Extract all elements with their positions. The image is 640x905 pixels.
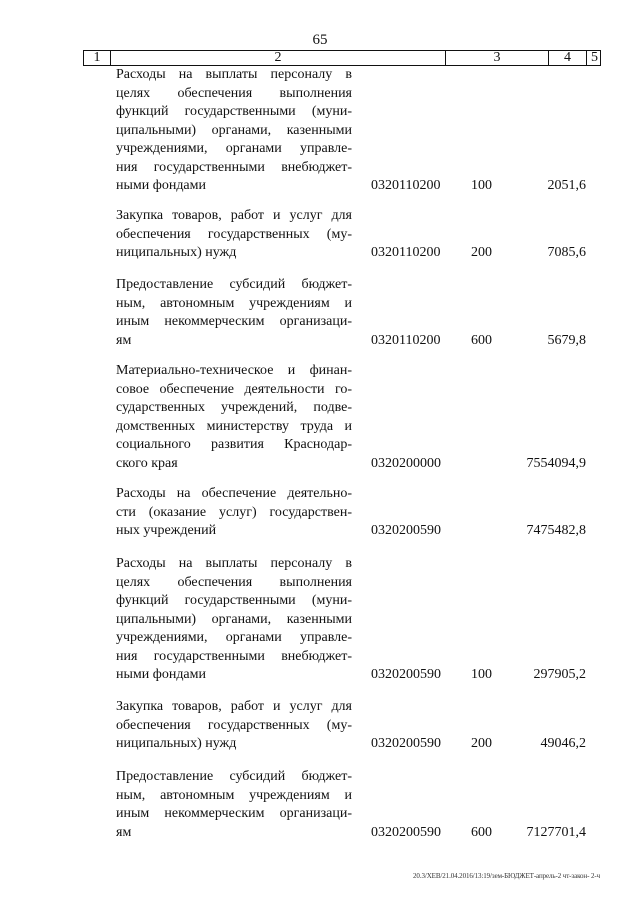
column-header-2: 2 <box>111 51 446 65</box>
description-line: ния государственными внебюджет- <box>116 159 352 175</box>
document-footer: 20.3/ХЕВ/21.04.2016/13:19/зем-БЮДЖЕТ-апрель-2 чт-закон- 2-ч <box>413 872 600 880</box>
column-header-3: 3 <box>446 51 549 65</box>
row-description <box>116 66 352 196</box>
description-line: иным некоммерческим организаци- <box>116 806 352 821</box>
description-line: ных учреждений <box>116 523 217 538</box>
row-amount: 2051,6 <box>547 178 586 193</box>
description-line: ния государственными внебюджет- <box>116 648 352 664</box>
row-code: 0320110200 <box>371 245 441 260</box>
row-amount: 5679,8 <box>547 332 586 348</box>
description-line: иным некоммерческим организаци- <box>116 314 352 329</box>
description-line: Закупка товаров, работ и услуг для <box>116 699 352 714</box>
row-code: 0320200590 <box>371 667 441 682</box>
row-expense-type: 100 <box>471 178 492 193</box>
description-line: целях обеспечения выполнения <box>116 574 352 590</box>
row-expense-type: 200 <box>471 245 492 260</box>
description-line: обеспечения государственных (му- <box>116 226 352 242</box>
row-description <box>116 698 352 754</box>
description-line: Закупка товаров, работ и услуг для <box>116 208 352 223</box>
row-expense-type: 600 <box>471 824 492 840</box>
description-line: сударственных учреждений, подве- <box>116 400 352 415</box>
row-amount: 297905,2 <box>533 667 586 682</box>
description-line: совое обеспечение деятельности го- <box>116 381 352 397</box>
description-line: ными фондами <box>116 667 207 682</box>
row-description <box>116 485 352 541</box>
description-line: ным, автономным учреждениям и <box>116 787 352 803</box>
description-line: обеспечения государственных (му- <box>116 717 352 733</box>
row-amount: 7085,6 <box>547 245 586 260</box>
page-number: 65 <box>312 32 328 48</box>
description-line: Расходы на выплаты персоналу в <box>116 67 352 82</box>
row-code: 0320200590 <box>371 736 441 751</box>
row-expense-type: 600 <box>471 332 492 348</box>
row-expense-type: 100 <box>471 667 492 682</box>
column-header-row <box>83 50 601 66</box>
row-code: 0320110200 <box>371 332 441 348</box>
description-line: Материально-техническое и финан- <box>116 363 352 378</box>
description-line: социального развития Краснодар- <box>116 437 352 452</box>
description-line: Предоставление субсидий бюджет- <box>116 277 352 292</box>
description-line: Расходы на выплаты персоналу в <box>116 556 352 571</box>
description-line: ципальными) органами, казенными <box>116 611 352 627</box>
description-line: ниципальных) нужд <box>116 736 237 751</box>
row-amount: 49046,2 <box>540 736 586 751</box>
description-line: Предоставление субсидий бюджет- <box>116 769 352 784</box>
row-expense-type: 200 <box>471 736 492 751</box>
row-code: 0320110200 <box>371 178 441 193</box>
description-line: ям <box>116 332 132 348</box>
description-line: ципальными) органами, казенными <box>116 122 352 138</box>
description-line: ными фондами <box>116 178 207 193</box>
row-amount: 7127701,4 <box>526 824 586 840</box>
description-line: ниципальных) нужд <box>116 245 237 260</box>
description-line: ям <box>116 824 132 840</box>
description-line: ным, автономным учреждениям и <box>116 295 352 311</box>
description-line: Расходы на обеспечение деятельно- <box>116 486 352 501</box>
description-line: функций государственными (муни- <box>116 593 352 608</box>
description-line: сти (оказание услуг) государствен- <box>116 504 352 520</box>
description-line: домственных министерству труда и <box>116 418 352 434</box>
description-line: учреждениями, органами управле- <box>116 141 352 156</box>
row-code: 0320200590 <box>371 824 441 840</box>
description-line: ского края <box>116 455 178 471</box>
row-code: 0320200590 <box>371 523 441 538</box>
row-amount: 7475482,8 <box>526 523 586 538</box>
column-header-1: 1 <box>84 51 111 65</box>
description-line: функций государственными (муни- <box>116 104 352 119</box>
description-line: учреждениями, органами управле- <box>116 630 352 645</box>
row-description <box>116 276 352 350</box>
row-description <box>116 768 352 842</box>
description-line: целях обеспечения выполнения <box>116 85 352 101</box>
row-description <box>116 207 352 263</box>
column-header-5: 5 <box>591 50 598 65</box>
row-amount: 7554094,9 <box>526 455 586 471</box>
row-description <box>116 362 352 473</box>
row-description <box>116 555 352 685</box>
row-code: 0320200000 <box>371 455 441 471</box>
column-header-4: 4 <box>549 51 587 65</box>
